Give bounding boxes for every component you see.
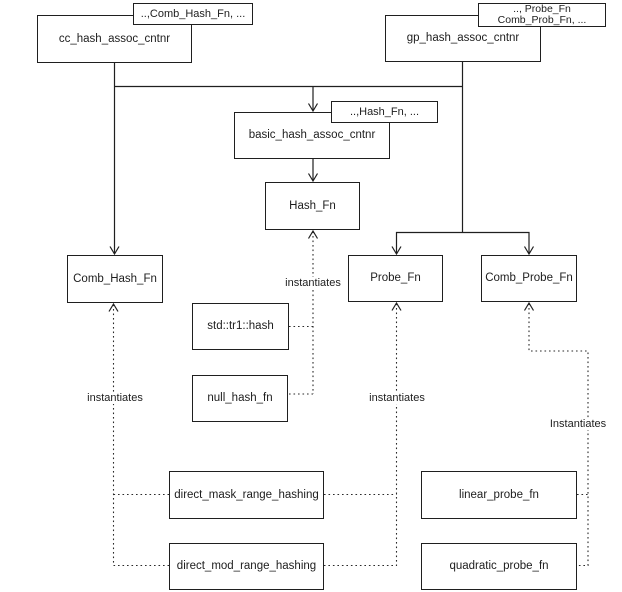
node-hash-fn (265, 182, 360, 230)
node-null-hash-fn (192, 375, 288, 422)
node-label: direct_mask_range_hashing (174, 488, 319, 501)
edge-comb-probe-fn-instantiates-line (529, 304, 588, 566)
tag-basic-hash-template-params (331, 101, 438, 123)
node-linear-probe-fn (421, 471, 577, 519)
node-label: cc_hash_assoc_cntnr (58, 32, 171, 45)
edge-hashfn-instantiates-line (289, 232, 313, 395)
node-label: std::tr1::hash (207, 320, 274, 332)
tag-label-line1: .., Probe_Fn (513, 2, 571, 15)
node-label: basic_hash_assoc_cntnr (248, 129, 376, 141)
edge-label-probe-fn-instantiates: instantiates (369, 392, 425, 404)
node-quadratic-probe-fn (421, 543, 577, 590)
node-label: Probe_Fn (370, 272, 421, 284)
edge-label-comb-hash-fn-instantiates: instantiates (87, 392, 143, 404)
tag-label: ..,Comb_Hash_Fn, ... (140, 7, 246, 20)
tag-gp-hash-template-params (478, 3, 606, 27)
tag-label-line2: Comb_Prob_Fn, ... (497, 14, 587, 26)
node-label: quadratic_probe_fn (449, 560, 549, 572)
edge-label-hash-fn-instantiates: instantiates (285, 277, 341, 289)
node-direct-mask-range-hashing (169, 471, 324, 519)
edge-label-comb-probe-fn-instantiates: Instantiates (549, 418, 607, 430)
node-label: direct_mod_range_hashing (176, 560, 317, 572)
node-label: gp_hash_assoc_cntnr (406, 32, 520, 44)
node-label: null_hash_fn (207, 392, 273, 404)
node-label: Comb_Probe_Fn (485, 272, 573, 284)
edge-gp-split-line (397, 233, 530, 254)
tag-label: ..,Hash_Fn, ... (349, 105, 420, 118)
node-probe-fn (348, 255, 443, 302)
tag-cc-hash-template-params (133, 3, 253, 25)
node-label: Comb_Hash_Fn (73, 272, 157, 285)
node-comb-hash-fn (67, 255, 163, 303)
node-label: linear_probe_fn (459, 488, 539, 501)
node-std-tr1-hash (192, 303, 289, 350)
node-label: Hash_Fn (289, 199, 336, 212)
edge-probe-fn-instantiates-line (324, 304, 397, 566)
node-comb-probe-fn (481, 255, 577, 302)
node-direct-mod-range-hashing (169, 543, 324, 590)
edge-comb-hash-fn-instantiates-line (114, 305, 170, 566)
